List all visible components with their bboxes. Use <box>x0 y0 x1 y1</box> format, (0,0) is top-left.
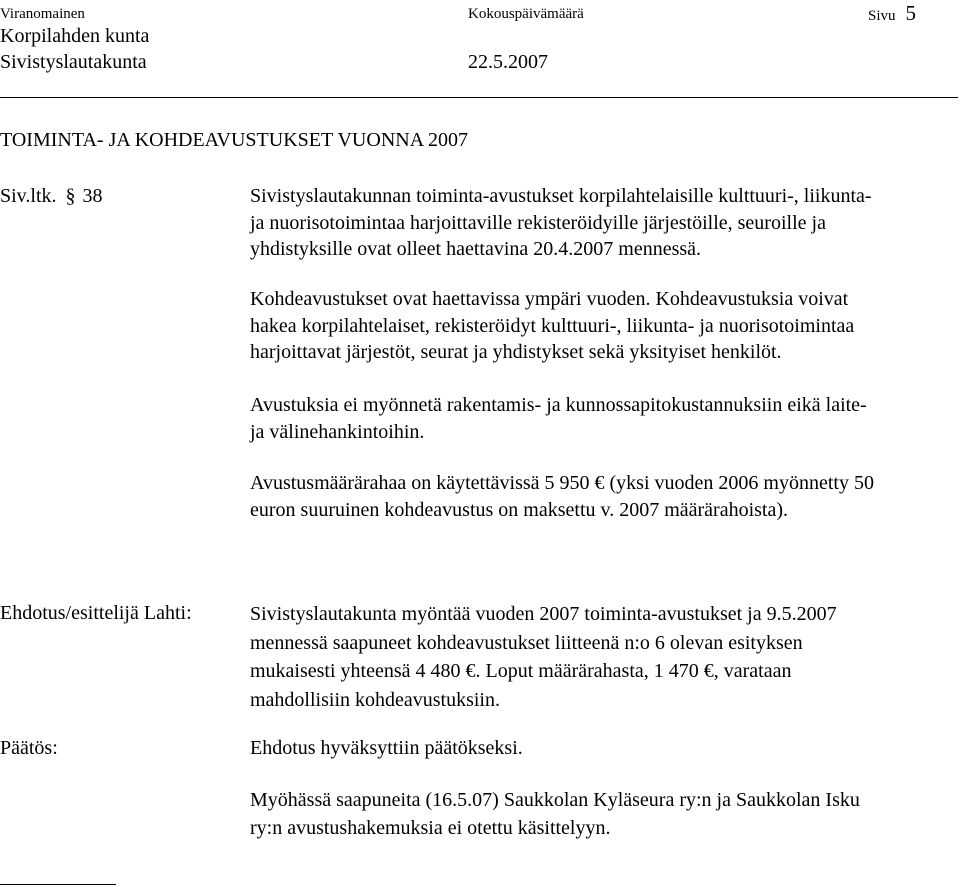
decision-line: Ehdotus hyväksyttiin päätökseksi. <box>250 737 523 759</box>
paragraph-1 <box>250 183 960 263</box>
paragraph-4 <box>250 470 960 523</box>
paragraph-2 <box>250 286 960 366</box>
page-number: 5 <box>905 1 917 25</box>
proposal-text <box>250 600 960 714</box>
late-note-line: Myöhässä saapuneita (16.5.07) Saukkolan Kyläseura ry:n ja Saukkolan Isku <box>250 789 860 811</box>
header-divider <box>0 97 958 98</box>
paragraph-line: Sivistyslautakunnan toiminta-avustukset korpilahtelaisille kulttuuri-, liikunta- <box>250 185 872 207</box>
committee-name: Sivistyslautakunta <box>0 51 147 73</box>
proposal-line: mennessä saapuneet kohdeavustukset liitteenä n:o 6 olevan esityksen <box>250 631 803 654</box>
decision-text <box>250 735 960 762</box>
section-symbol: § <box>65 185 76 207</box>
paragraph-line: Avustuksia ei myönnetä rakentamis- ja kunnossapitokustannuksiin eikä laite- <box>250 394 867 416</box>
section-number: 38 <box>82 185 103 207</box>
paragraph-3 <box>250 392 960 445</box>
section-ref-label: Siv.ltk. <box>0 185 57 207</box>
decision-label: Päätös: <box>0 737 58 759</box>
municipality-name: Korpilahden kunta <box>0 25 150 47</box>
meeting-date: 22.5.2007 <box>468 51 548 73</box>
proposal-line: mahdollisiin kohdeavustuksiin. <box>250 688 500 711</box>
proposal-line: Sivistyslautakunta myöntää vuoden 2007 toiminta-avustukset ja 9.5.2007 <box>250 603 837 625</box>
late-note-line: ry:n avustushakemuksia ei otettu käsittelyyn. <box>250 817 611 839</box>
paragraph-line: Avustusmäärärahaa on käytettävissä 5 950 € (yksi vuoden 2006 myönnetty 50 <box>250 472 874 494</box>
meeting-date-label: Kokouspäivämäärä <box>468 6 584 22</box>
authority-label: Viranomainen <box>0 6 85 22</box>
paragraph-line: hakea korpilahtelaiset, rekisteröidyt kulttuuri-, liikunta- ja nuorisotoimintaa <box>250 314 855 337</box>
paragraph-line: ja nuorisotoimintaa harjoittaville rekisteröidyille järjestöille, seuroille ja <box>250 211 826 234</box>
paragraph-line: harjoittavat järjestöt, seurat ja yhdistykset sekä yksityiset henkilöt. <box>250 341 782 363</box>
paragraph-line: yhdistyksille ovat olleet haettavina 20.4.2007 mennessä. <box>250 238 702 260</box>
proposal-line: mukaisesti yhteensä 4 480 €. Loput määrärahasta, 1 470 €, varataan <box>250 660 792 682</box>
late-applications-note <box>250 786 960 842</box>
proposal-label: Ehdotus/esittelijä Lahti: <box>0 602 192 624</box>
paragraph-line: Kohdeavustukset ovat haettavissa ympäri vuoden. Kohdeavustuksia voivat <box>250 288 849 310</box>
section-reference <box>0 183 103 209</box>
document-title: TOIMINTA- JA KOHDEAVUSTUKSET VUONNA 2007 <box>0 129 469 151</box>
paragraph-line: euron suuruinen kohdeavustus on maksettu v. 2007 määrärahoista). <box>250 498 789 521</box>
page-indicator <box>868 1 916 26</box>
paragraph-line: ja välinehankintoihin. <box>250 420 425 443</box>
page-label: Sivu <box>868 8 896 24</box>
footer-divider <box>0 884 116 885</box>
